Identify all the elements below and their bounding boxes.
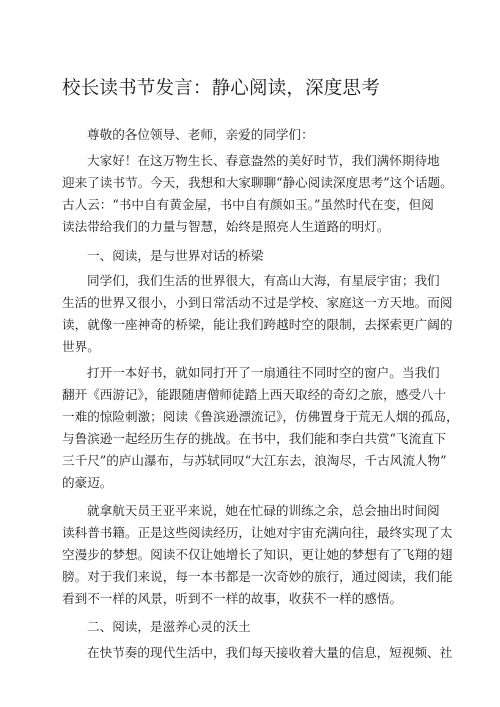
paragraph-line: 读科普书籍。正是这些阅读经历，让她对宇宙充满向往，最终实现了太 xyxy=(62,525,453,540)
intro-line: 迎来了读书节。今天，我想和大家聊聊“静心阅读深度思考”这个话题。 xyxy=(62,175,453,190)
salutation: 尊敬的各位领导、老师，亲爱的同学们： xyxy=(87,127,314,142)
intro-line: 读法带给我们的力量与智慧，始终是照亮人生道路的明灯。 xyxy=(62,219,390,234)
paragraph-line: 翻开《西游记》，能跟随唐僧师徒踏上西天取经的奇幻之旅，感受八十 xyxy=(62,387,447,402)
paragraph-line: 就拿航天员王亚平来说，她在忙碌的训练之余，总会抽出时间阅 xyxy=(87,503,440,518)
paragraph-line: 读，就像一座神奇的桥梁，能让我们跨越时空的限制，去探索更广阔的 xyxy=(62,317,453,332)
paragraph-line: 的豪迈。 xyxy=(62,475,113,490)
section-heading: 一、阅读，是与世界对话的桥梁 xyxy=(87,248,264,263)
document-title: 校长读书节发言：静心阅读，深度思考 xyxy=(62,78,380,99)
paragraph-line: 生活的世界又很小，小到日常活动不过是学校、家庭这一方天地。而阅 xyxy=(62,295,453,310)
paragraph-line: 与鲁滨逊一起经历生存的挑战。在书中，我们能和李白共赏“飞流直下 xyxy=(62,431,447,446)
paragraph-line: 看到不一样的风景，听到不一样的故事，收获不一样的感悟。 xyxy=(62,591,403,606)
paragraph-line: 打开一本好书，就如同打开了一扇通往不同时空的窗户。当我们 xyxy=(87,365,440,380)
section-heading: 二、阅读，是滋养心灵的沃土 xyxy=(87,619,251,634)
paragraph-line: 同学们，我们生活的世界很大，有高山大海，有星辰宇宙；我们 xyxy=(87,273,440,288)
paragraph-line: 膀。对于我们来说，每一本书都是一次奇妙的旅行，通过阅读，我们能 xyxy=(62,569,453,584)
paragraph-line: 在快节奏的现代生活中，我们每天接收着大量的信息，短视频、社 xyxy=(87,645,453,660)
paragraph-line: 世界。 xyxy=(62,339,100,354)
intro-line: 古人云：“书中自有黄金屋，书中自有颜如玉。”虽然时代在变，但阅 xyxy=(62,197,434,212)
paragraph-line: 空漫步的梦想。阅读不仅让她增长了知识，更让她的梦想有了飞翔的翅 xyxy=(62,547,453,562)
intro-line: 大家好！在这万物生长、春意盎然的美好时节，我们满怀期待地 xyxy=(87,153,440,168)
paragraph-line: 三千尺”的庐山瀑布，与苏轼同叹“大江东去，浪淘尽，千古风流人物” xyxy=(62,453,447,468)
paragraph-line: 一难的惊险刺激；阅读《鲁滨逊漂流记》，仿佛置身于荒无人烟的孤岛， xyxy=(62,409,459,424)
